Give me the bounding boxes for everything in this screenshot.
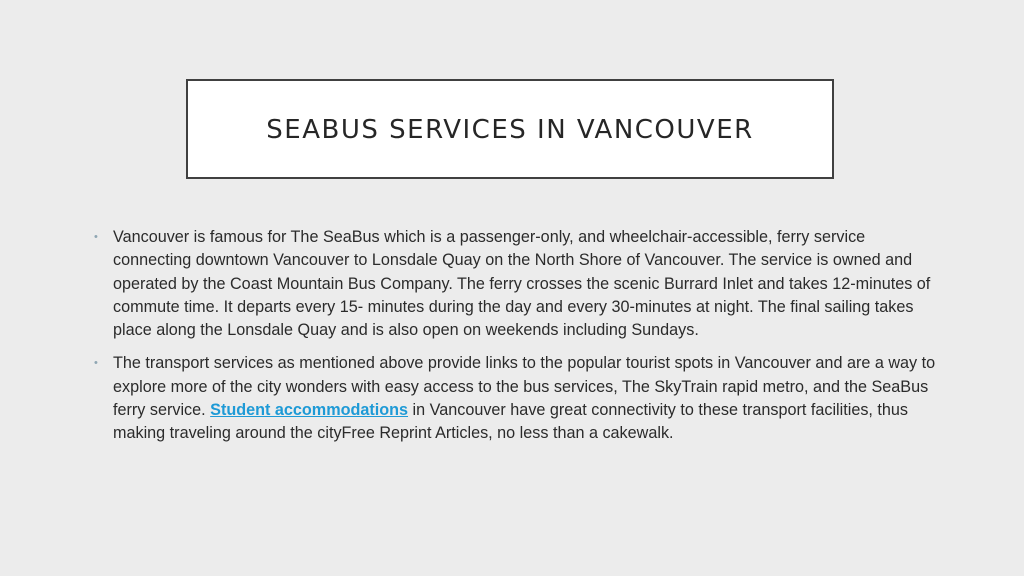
bullet-text: Vancouver is famous for The SeaBus which is a passenger-only, and wheelchair-accessible, ferry service connecting downtown Vancouver to Lonsdale Quay on the North Shore of Vancouver. The service is owned and operated by the Coast Mountain Bus Company. The ferry crosses the scenic Burrard Inlet and takes 12-minutes of commute time. It departs every 15- minutes during the day and every 30-minutes at night. The final sailing takes place along the Lonsdale Quay and is also open on weekends including Sundays. <box>113 228 931 340</box>
bullet-marker-icon: • <box>94 357 98 370</box>
bullet-item <box>92 352 942 445</box>
bullet-list <box>92 226 942 456</box>
bullet-item <box>92 226 942 342</box>
bullet-text-after-link: in Vancouver have great connectivity to these transport facilities, thus making traveling around the cityFree Reprint Articles, no less than a cakewalk. <box>113 401 909 443</box>
bullet-text-before-link: The transport services as mentioned above provide links to the popular tourist spots in Vancouver and are a way to explore more of the city wonders with easy access to the bus services, The SkyTrain rapid metro, and the SeaBus ferry service. <box>113 354 936 420</box>
title-box <box>186 79 834 179</box>
slide-title: SEABUS SERVICES IN VANCOUVER <box>266 115 754 145</box>
bullet-marker-icon: • <box>94 231 98 243</box>
student-accommodations-link[interactable]: Student accommodations <box>210 401 409 420</box>
